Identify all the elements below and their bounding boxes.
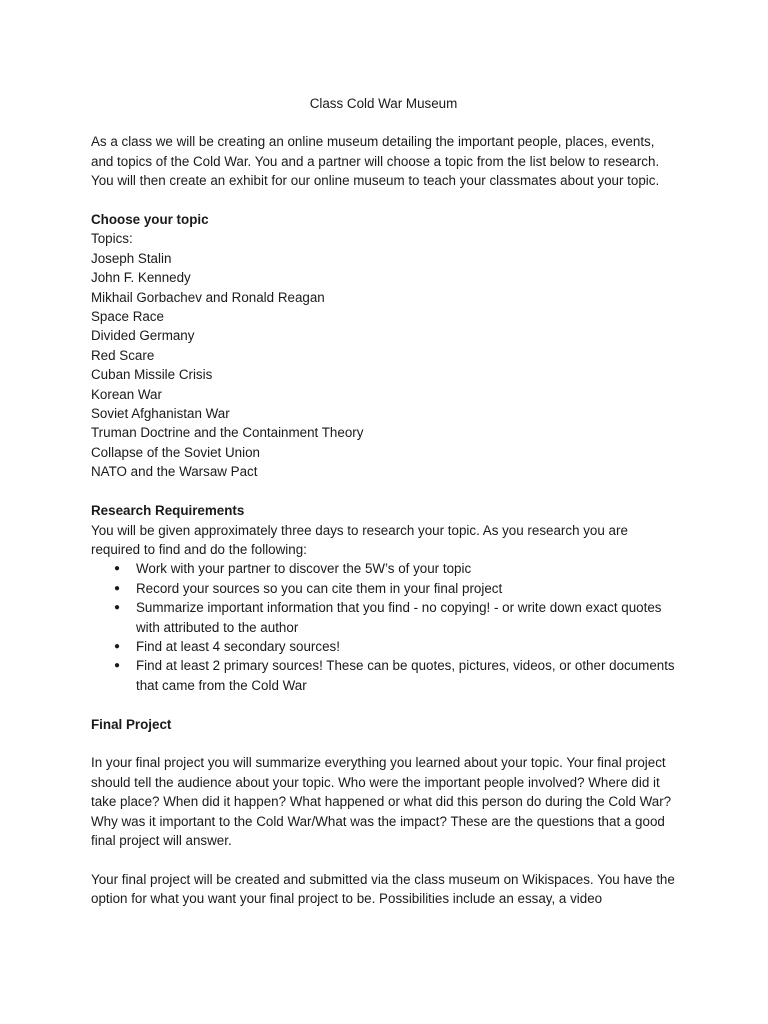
topic-item: Joseph Stalin bbox=[91, 250, 172, 266]
topic-item: Collapse of the Soviet Union bbox=[91, 444, 260, 460]
topic-item: Soviet Afghanistan War bbox=[91, 406, 230, 422]
research-heading: Research Requirements bbox=[91, 503, 245, 519]
topic-item: Mikhail Gorbachev and Ronald Reagan bbox=[91, 289, 325, 305]
final-project-heading: Final Project bbox=[91, 716, 172, 732]
topic-item: Space Race bbox=[91, 309, 164, 325]
list-item-text: Work with your partner to discover the 5W’s of your topic bbox=[136, 561, 472, 577]
bullet-icon: ● bbox=[114, 660, 121, 672]
final-project-paragraph-2: Your final project will be created and submitted via the class museum on Wikispaces. You have the option for what you want your final project to be. Possibilities include an essay, a video bbox=[91, 871, 675, 907]
list-item bbox=[91, 579, 676, 598]
list-item bbox=[91, 656, 676, 695]
topic-item: Korean War bbox=[91, 386, 162, 402]
topic-item: Cuban Missile Crisis bbox=[91, 367, 213, 383]
document-title: Class Cold War Museum bbox=[309, 96, 458, 111]
choose-topic-heading: Choose your topic bbox=[91, 212, 209, 228]
bullet-icon: ● bbox=[114, 602, 121, 614]
list-item bbox=[91, 559, 676, 578]
list-item-text: Record your sources so you can cite them in your final project bbox=[136, 580, 503, 596]
intro-paragraph: As a class we will be creating an online museum detailing the important people, places, events, and topics of the Cold War. You and a partner will choose a topic from the list below to research. You will then create an exhibit for our online museum to teach your classmates about your topic. bbox=[91, 134, 660, 189]
list-item-text: Find at least 2 primary sources! These can be quotes, pictures, videos, or other documents that came from the Cold War bbox=[136, 658, 675, 693]
research-intro: You will be given approximately three days to research your topic. As you research you are required to find and do the following: bbox=[91, 522, 628, 557]
topic-item: John F. Kennedy bbox=[91, 270, 191, 286]
topic-item: Truman Doctrine and the Containment Theory bbox=[91, 425, 364, 441]
bullet-icon: ● bbox=[114, 582, 121, 594]
bullet-icon: ● bbox=[114, 640, 121, 652]
bullet-icon: ● bbox=[114, 563, 121, 575]
topics-label: Topics: bbox=[91, 231, 133, 247]
list-item bbox=[91, 637, 676, 656]
final-project-paragraph-1: In your final project you will summarize everything you learned about your topic. Your final project should tell the audience about your topic. Who were the important people involved? Where did it take place? When did it happen? What happened or what did this person do during the Cold War? Why was it important to the Cold War/What was the impact? These are the questions that a good final project will answer. bbox=[91, 755, 672, 848]
list-item-text: Summarize important information that you find - no copying! - or write down exact quotes with attributed to the author bbox=[136, 600, 662, 635]
research-requirements-list bbox=[91, 559, 676, 695]
list-item bbox=[91, 598, 676, 637]
topic-item: Divided Germany bbox=[91, 328, 195, 344]
topic-list bbox=[91, 249, 676, 482]
list-item-text: Find at least 4 secondary sources! bbox=[136, 638, 340, 654]
topic-item: NATO and the Warsaw Pact bbox=[91, 464, 258, 480]
topic-item: Red Scare bbox=[91, 347, 155, 363]
